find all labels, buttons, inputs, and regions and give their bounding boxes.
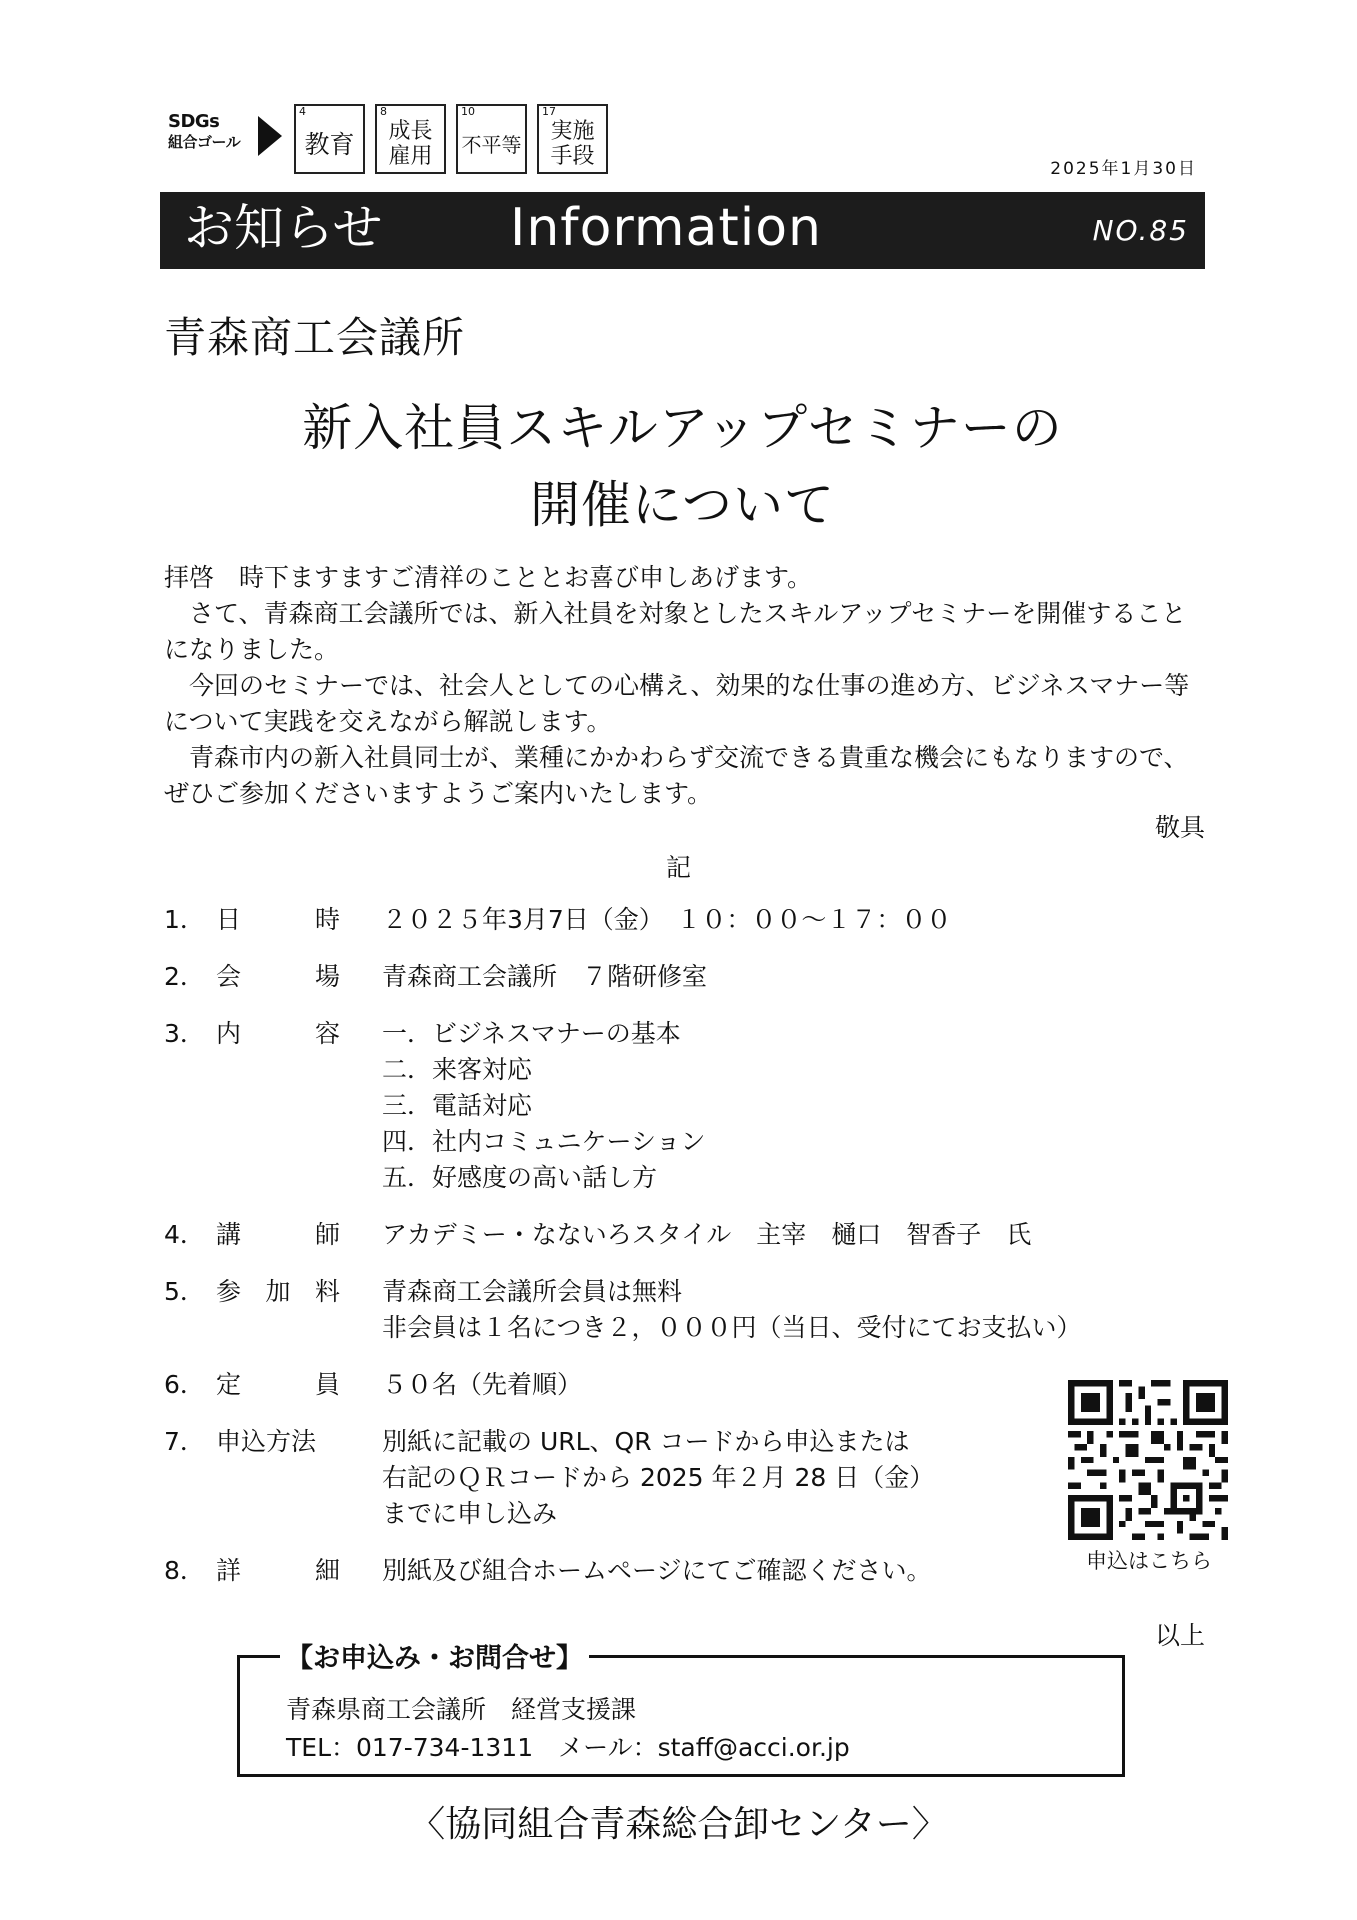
fee-line: 非会員は１名につき２，０００円（当日、受付にてお支払い） (382, 1313, 1082, 1342)
banner-jp-title: お知らせ (184, 199, 383, 257)
body-paragraph: 拝啓 時下ますますご清祥のこととお喜び申しあげます。 (164, 563, 813, 592)
list-item (164, 1217, 1209, 1253)
page-title-line2: 開催について (530, 476, 835, 534)
list-item (164, 1016, 1209, 1196)
item-key: 細 (314, 1556, 340, 1585)
item-number: 6． (164, 1370, 205, 1399)
item-number: 2． (164, 962, 205, 991)
item-key: 参 (216, 1277, 242, 1306)
sdg-goal-number: 10 (461, 105, 475, 118)
issue-date: 2025年1月30日 (1050, 159, 1197, 179)
item-key: 定 (216, 1370, 242, 1399)
apply-line: までに申し込み (382, 1499, 558, 1528)
fee-line: 青森商工会議所会員は無料 (382, 1277, 683, 1306)
item-key: 内 (216, 1019, 242, 1048)
body-paragraph: さて、青森商工会議所では、新入社員を対象としたスキルアップセミナーを開催することになりました。 (164, 599, 1187, 664)
item-value: ２０２５年3月7日（金） １０：００～１７：００ (382, 905, 952, 934)
item-key: 員 (314, 1370, 340, 1399)
sdg-goal-text: 教育 (304, 130, 355, 159)
item-key: 加 (265, 1277, 291, 1306)
item-key: 場 (314, 962, 340, 991)
content-line: 三．電話対応 (382, 1091, 533, 1120)
closing-keigu: 敬具 (1154, 813, 1205, 842)
item-value (382, 1274, 1209, 1346)
item-value: ５０名（先着順） (382, 1370, 583, 1399)
list-item (164, 959, 1209, 995)
item-value: アカデミー・なないろスタイル 主宰 樋口 智香子 氏 (382, 1220, 1032, 1249)
item-key: 申込方法 (216, 1427, 317, 1456)
item-key: 料 (314, 1277, 340, 1306)
item-number: 5． (164, 1277, 205, 1306)
content-line: 二．来客対応 (382, 1055, 533, 1084)
sdg-goal-text: 実施 手段 (550, 119, 595, 169)
body-paragraph: 今回のセミナーでは、社会人としての心構え、効果的な仕事の進め方、ビジネスマナー等について実践を交えながら解説します。 (164, 671, 1190, 736)
sdg-goal-17 (537, 104, 608, 174)
sdgs-label (168, 112, 254, 152)
banner-number: NO.85 (1092, 214, 1189, 247)
closing-ijo: 以上 (1154, 1621, 1205, 1650)
contact-box (237, 1643, 1125, 1777)
sdgs-label-line1: SDGs (168, 111, 220, 132)
list-item (164, 1367, 1209, 1403)
banner-en-title: Information (510, 198, 823, 258)
item-number: 3． (164, 1019, 205, 1048)
item-value (382, 1016, 1209, 1196)
page-title-line1: 新入社員スキルアップセミナーの (302, 399, 1063, 457)
triangle-right-icon (258, 116, 282, 156)
sdg-goal-number: 17 (542, 105, 556, 118)
list-item (164, 1424, 1209, 1532)
body-paragraph: 青森市内の新入社員同士が、業種にかかわらず交流できる貴重な機会にもなりますので、ぜひご参加くださいますようご案内いたします。 (164, 743, 1189, 808)
sdg-goal-4 (294, 104, 365, 174)
organizer: 青森商工会議所 (164, 313, 466, 362)
item-key: 会 (216, 962, 242, 991)
apply-line: 右記のＱＲコードから 2025 年２月 28 日（金） (382, 1463, 935, 1492)
item-value: 別紙及び組合ホームページにてご確認ください。 (382, 1556, 932, 1585)
apply-line: 別紙に記載の URL、QR コードから申込または (382, 1427, 910, 1456)
item-number: 7． (164, 1427, 205, 1456)
detail-list (164, 902, 1209, 1610)
sdg-goal-text: 成長 雇用 (388, 119, 433, 169)
item-key: 時 (314, 905, 340, 934)
info-banner (160, 192, 1205, 269)
body-text (164, 560, 1209, 812)
item-key: 師 (314, 1220, 340, 1249)
ki-heading: 記 (665, 853, 691, 882)
item-key: 容 (314, 1019, 340, 1048)
item-key: 日 (216, 905, 242, 934)
content-line: 五．好感度の高い話し方 (382, 1163, 658, 1192)
footer-organization: 〈協同組合青森総合卸センター〉 (409, 1804, 948, 1845)
qr-caption: 申込はこちら (1086, 1549, 1212, 1573)
sdg-goal-10 (456, 104, 527, 174)
list-item (164, 1274, 1209, 1346)
sdg-goal-text: 不平等 (461, 133, 522, 157)
item-key: 詳 (216, 1556, 242, 1585)
list-item (164, 1553, 1209, 1589)
item-number: 1． (164, 905, 205, 934)
item-number: 8． (164, 1556, 205, 1585)
list-item (164, 902, 1209, 938)
contact-phone-email: TEL：017-734-1311 メール：staff@acci.or.jp (286, 1733, 850, 1762)
item-value: 青森商工会議所 ７階研修室 (382, 962, 708, 991)
sdg-goal-number: 8 (380, 105, 387, 118)
content-line: 四．社内コミュニケーション (382, 1127, 706, 1156)
contact-heading: 【お申込み・お問合せ】 (280, 1636, 589, 1675)
qr-code[interactable] (1068, 1380, 1228, 1540)
sdg-goal-number: 4 (299, 105, 306, 118)
sdgs-label-line2: 組合ゴール (168, 133, 241, 151)
item-key: 講 (216, 1220, 242, 1249)
sdg-goal-8 (375, 104, 446, 174)
item-number: 4． (164, 1220, 205, 1249)
content-line: 一．ビジネスマナーの基本 (382, 1019, 681, 1048)
contact-department: 青森県商工会議所 経営支援課 (286, 1695, 637, 1724)
